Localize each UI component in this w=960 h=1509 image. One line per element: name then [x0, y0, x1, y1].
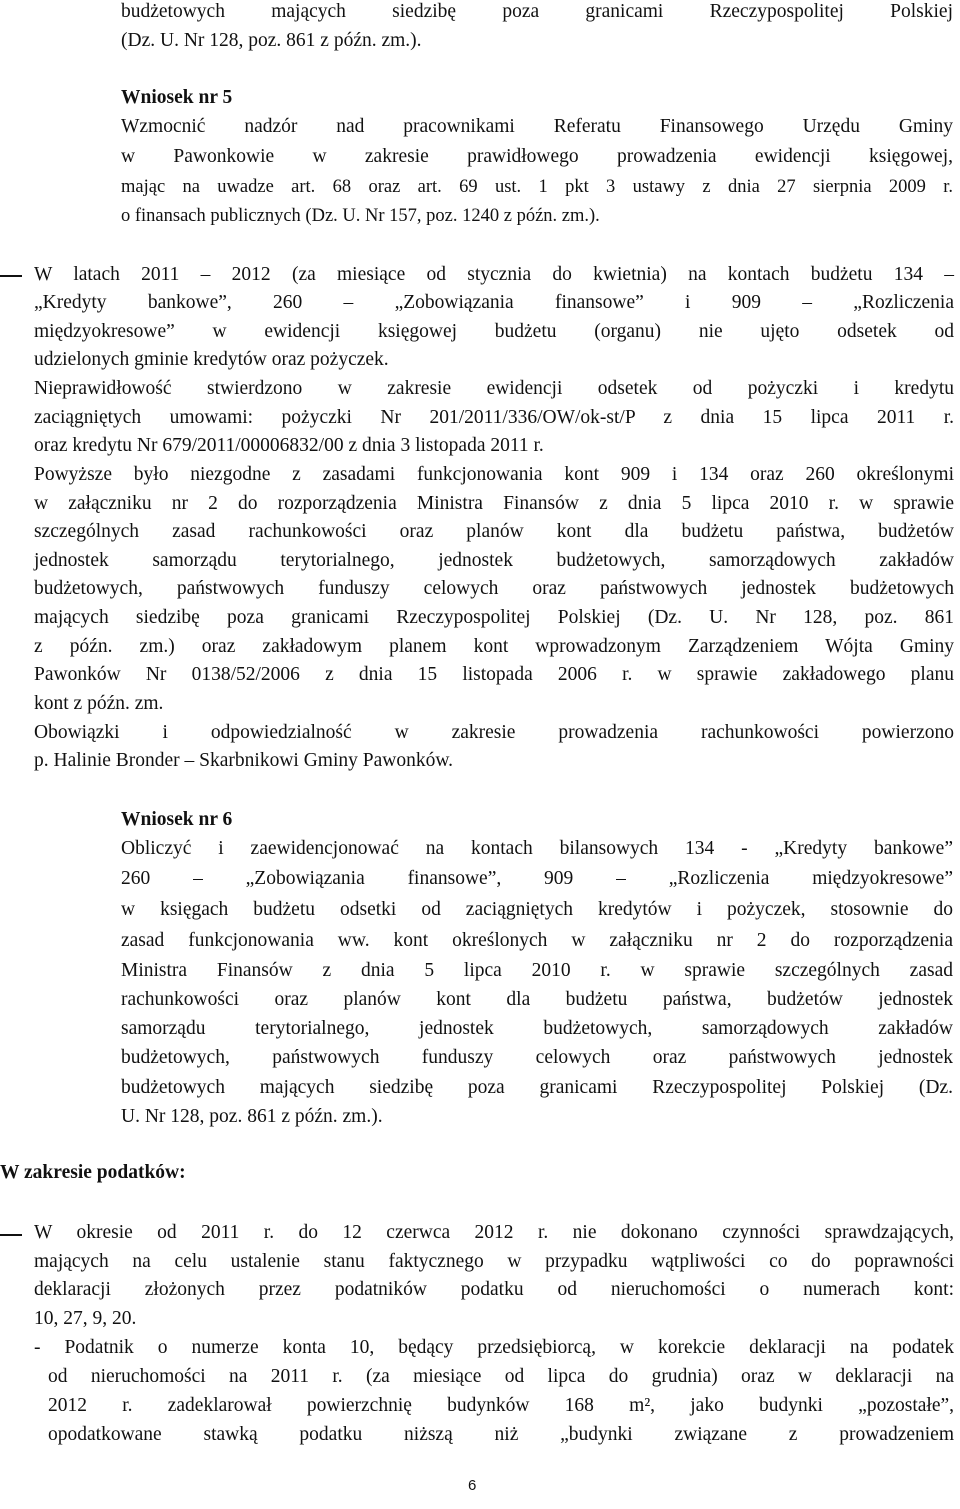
- text-line: budżetowych mających siedzibę poza granicami Rzeczypospolitej Polskiej (Dz.: [121, 1077, 953, 1098]
- page-number: 6: [468, 1477, 477, 1494]
- text-line: W latach 2011 – 2012 (za miesiące od stycznia do kwietnia) na kontach budżetu 134 –: [34, 264, 954, 285]
- text-line: (Dz. U. Nr 128, poz. 861 z późn. zm.).: [121, 30, 422, 51]
- text-line: mających na celu ustalenie stanu faktycznego w przypadku wątpliwości co do poprawności: [34, 1251, 954, 1272]
- text-line: oraz kredytu Nr 679/2011/00006832/00 z dnia 3 listopada 2011 r.: [34, 435, 544, 456]
- text-line: zasad funkcjonowania ww. kont określonych w załączniku nr 2 do rozporządzenia: [121, 930, 953, 951]
- text-line: deklaracji złożonych przez podatników podatku od nieruchomości o numerach kont:: [34, 1279, 954, 1300]
- text-line: udzielonych gminie kredytów oraz pożyczek.: [34, 349, 389, 370]
- text-line: rachunkowości oraz planów kont dla budżetu państwa, budżetów jednostek: [121, 989, 953, 1010]
- section-heading: W zakresie podatków:: [0, 1162, 186, 1183]
- text-line: Powyższe było niezgodne z zasadami funkcjonowania kont 909 i 134 oraz 260 określonymi: [34, 464, 954, 485]
- bullet-dash: [0, 275, 22, 277]
- text-line: 2012 r. zadeklarował powierzchnię budynków 168 m², jako budynki „pozostałe”,: [48, 1395, 954, 1416]
- text-line: „Kredyty bankowe”, 260 – „Zobowiązania finansowe” i 909 – „Rozliczenia: [34, 292, 954, 313]
- section-heading: Wniosek nr 6: [121, 809, 233, 830]
- text-line: w Pawonkowie w zakresie prawidłowego prowadzenia ewidencji księgowej,: [121, 146, 953, 167]
- text-line: budżetowych, państwowych funduszy celowych oraz państwowych jednostek budżetowych: [34, 578, 954, 599]
- text-line: w księgach budżetu odsetki od zaciągniętych kredytów i pożyczek, stosownie do: [121, 899, 953, 920]
- bullet-dash: [0, 1234, 22, 1236]
- section-heading: Wniosek nr 5: [121, 87, 233, 108]
- text-line: Ministra Finansów z dnia 5 lipca 2010 r. w sprawie szczególnych zasad: [121, 960, 953, 981]
- text-line: budżetowych mających siedzibę poza granicami Rzeczypospolitej Polskiej: [121, 1, 953, 22]
- text-line: Nieprawidłowość stwierdzono w zakresie ewidencji odsetek od pożyczki i kredytu: [34, 378, 954, 399]
- text-line: o finansach publicznych (Dz. U. Nr 157, poz. 1240 z późn. zm.).: [121, 206, 600, 226]
- text-line: U. Nr 128, poz. 861 z późn. zm.).: [121, 1106, 383, 1127]
- text-line: p. Halinie Bronder – Skarbnikowi Gminy Pawonków.: [34, 750, 454, 771]
- text-line: samorządu terytorialnego, jednostek budżetowych, samorządowych zakładów: [121, 1018, 953, 1039]
- text-line: W okresie od 2011 r. do 12 czerwca 2012 r. nie dokonano czynności sprawdzających,: [34, 1222, 954, 1243]
- text-line: z późn. zm.) oraz zakładowym planem kont wprowadzonym Zarządzeniem Wójta Gminy: [34, 636, 954, 657]
- text-line: - Podatnik o numerze konta 10, będący przedsiębiorcą, w korekcie deklaracji na podatek: [34, 1337, 954, 1358]
- text-line: 10, 27, 9, 20.: [34, 1308, 137, 1329]
- text-line: mając na uwadze art. 68 oraz art. 69 ust. 1 pkt 3 ustawy z dnia 27 sierpnia 2009 r.: [121, 177, 953, 197]
- text-line: kont z późn. zm.: [34, 693, 164, 714]
- text-line: szczególnych zasad rachunkowości oraz planów kont dla budżetu państwa, budżetów: [34, 521, 954, 542]
- text-line: Pawonków Nr 0138/52/2006 z dnia 15 listopada 2006 r. w sprawie zakładowego planu: [34, 664, 954, 685]
- text-line: od nieruchomości na 2011 r. (za miesiące od lipca do grudnia) oraz w deklaracji na: [48, 1366, 954, 1387]
- text-line: mających siedzibę poza granicami Rzeczypospolitej Polskiej (Dz. U. Nr 128, poz. 861: [34, 607, 954, 628]
- text-line: międzyokresowe” w ewidencji księgowej budżetu (organu) nie ujęto odsetek od: [34, 321, 954, 342]
- text-line: 260 – „Zobowiązania finansowe”, 909 – „Rozliczenia międzyokresowe”: [121, 868, 953, 889]
- text-line: Obowiązki i odpowiedzialność w zakresie prowadzenia rachunkowości powierzono: [34, 722, 954, 743]
- text-line: w załączniku nr 2 do rozporządzenia Ministra Finansów z dnia 5 lipca 2010 r. w sprawie: [34, 493, 954, 514]
- text-line: zaciągniętych umowami: pożyczki Nr 201/2011/336/OW/ok-st/P z dnia 15 lipca 2011 r.: [34, 407, 954, 428]
- text-line: opodatkowane stawką podatku niższą niż „budynki związane z prowadzeniem: [48, 1424, 954, 1445]
- text-line: budżetowych, państwowych funduszy celowych oraz państwowych jednostek: [121, 1047, 953, 1068]
- text-line: jednostek samorządu terytorialnego, jednostek budżetowych, samorządowych zakładów: [34, 550, 954, 571]
- text-line: Wzmocnić nadzór nad pracownikami Referatu Finansowego Urzędu Gminy: [121, 116, 953, 137]
- text-line: Obliczyć i zaewidencjonować na kontach bilansowych 134 - „Kredyty bankowe”: [121, 838, 953, 859]
